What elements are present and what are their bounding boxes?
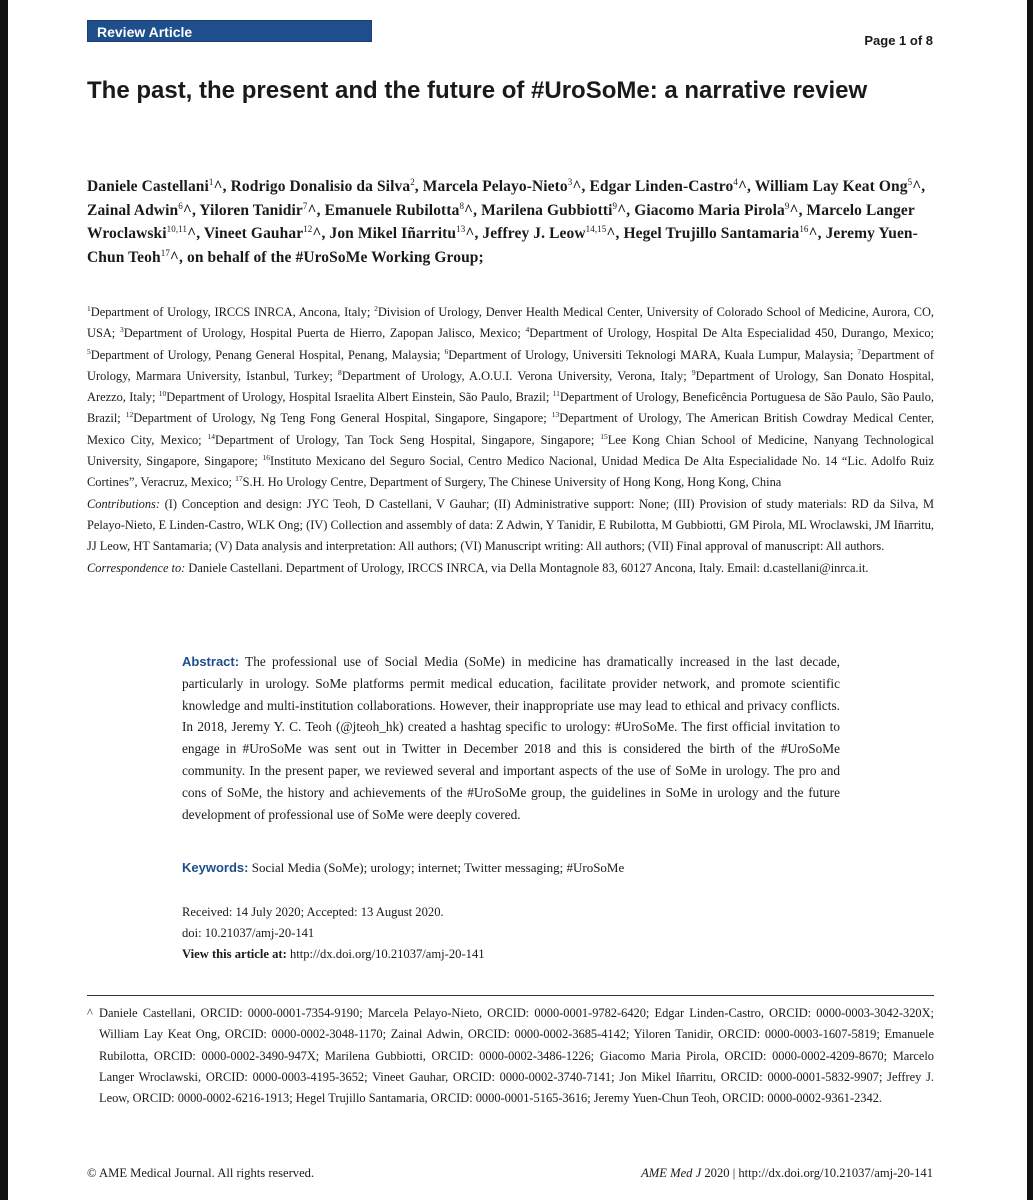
affiliation-number: 15 bbox=[600, 431, 608, 441]
author-name: Marcelo Langer Wroclawski bbox=[87, 201, 915, 242]
orcid-caret-mark: ^ bbox=[87, 1006, 93, 1020]
affiliation-number: 4 bbox=[525, 325, 530, 335]
author bbox=[204, 225, 322, 242]
author-affiliation-number: 6 bbox=[178, 200, 183, 211]
author-name: Jeremy Yuen-Chun Teoh bbox=[87, 225, 918, 266]
author-name: Zainal Adwin bbox=[87, 201, 179, 219]
orcid-footnote bbox=[87, 1003, 934, 1109]
author-affiliation-number: 2 bbox=[410, 177, 415, 187]
affiliation-number: 2 bbox=[374, 304, 378, 313]
author-name: Jeffrey J. Leow bbox=[482, 225, 586, 242]
abstract-text: The professional use of Social Media (SoMe) in medicine has dramatically increased in the last decade, particularly in urology. SoMe platforms permit medical education, facilitate provider network, and promote scientific knowledge and multi-institution collaborations. However, their inappropriate use may lead to ethical and privacy conflicts. In 2018, Jeremy Y. C. Teoh (@jteoh_hk) created a hashtag specific to urology: #UroSoMe. The first official invitation to engage in #UroSoMe was sent out in Twitter in December 2018 and this is considered the birth of the #UroSoMe community. In the present paper, we reviewed several and important aspects of the use of SoMe in urology. The pro and cons of SoMe, the history and achievements of the #UroSoMe group, the guidelines in SoMe in urology and the future development of professional use of SoMe were deeply covered. bbox=[182, 654, 840, 822]
author-orcid-mark: ^ bbox=[213, 178, 223, 195]
author-orcid-mark: ^ bbox=[169, 248, 180, 266]
footer-journal: AME Med J bbox=[641, 1166, 702, 1180]
footer-citation bbox=[641, 1166, 933, 1181]
page-number: Page 1 of 8 bbox=[864, 33, 933, 48]
author-orcid-mark: ^ bbox=[617, 201, 627, 219]
affiliation-number: 9 bbox=[691, 367, 696, 377]
author bbox=[755, 178, 922, 195]
contributions-label: Contributions: bbox=[87, 496, 160, 511]
author-affiliation-number: 9 bbox=[784, 200, 790, 211]
author-affiliation-number: 13 bbox=[456, 224, 466, 234]
affiliation-number: 3 bbox=[119, 325, 124, 335]
affiliation-number: 13 bbox=[551, 410, 560, 420]
author-list: Daniele Castellani$^1$^, Rodrigo Donalisio da Silva$^2$, Marcela Pelayo-Nieto$^3$^, Edgar Linden-Castro$^4$^, William Lay Keat Ong$^5$^, Zainal Adwin$^6$^, Yiloren Tanidir$^7$^, Emanuele Rubilotta$^8$^, Marilena Gubbiotti$^9$^, Giacomo Maria Pirola$^9$^, Marcelo Langer Wroclawski$^{10,11}$^, Vineet Gauhar$^{12}$^, Jon Mikel Iñarritu$^{13}$^, Jeffrey J. Leow$^{14,15}$^, Hegel Trujillo Santamaria$^{16}$^, Jeremy Yuen-Chun Teoh$^{17}$^, on behalf of the #UroSoMe Working Group; bbox=[87, 177, 926, 266]
author-orcid-mark: ^ bbox=[737, 178, 748, 195]
affiliation-number: 14 bbox=[207, 431, 216, 441]
abstract-label: Abstract: bbox=[182, 654, 240, 669]
view-article-label: View this article at: bbox=[182, 947, 287, 961]
author-affiliation-number: 5 bbox=[907, 177, 913, 187]
article-dates bbox=[182, 902, 840, 965]
affiliation-text: Department of Urology, Hospital De Alta Especialidad 450, Durango, Mexico; bbox=[529, 326, 934, 341]
author bbox=[199, 202, 316, 219]
author-affiliation-number: 12 bbox=[303, 224, 313, 234]
author-name: Jon Mikel Iñarritu bbox=[329, 225, 457, 242]
author bbox=[329, 225, 474, 242]
author-affiliation-number: 7 bbox=[302, 200, 308, 211]
author-orcid-mark: ^ bbox=[182, 201, 192, 219]
author-name: Yiloren Tanidir bbox=[199, 201, 303, 219]
author-orcid-mark: ^ bbox=[912, 178, 922, 195]
author bbox=[481, 202, 626, 219]
affiliation-text: Department of Urology, Marmara University, Istanbul, Turkey; bbox=[87, 347, 934, 383]
author-affiliation-number: 8 bbox=[459, 200, 465, 211]
page-frame-left bbox=[0, 0, 8, 1200]
author-name: Giacomo Maria Pirola bbox=[634, 201, 785, 219]
affiliation-list bbox=[87, 302, 934, 494]
author bbox=[482, 225, 615, 242]
affiliation-number: 17 bbox=[235, 474, 243, 484]
affiliation-text: Department of Urology, IRCCS INRCA, Ancona, Italy; bbox=[90, 305, 375, 319]
affiliation-text: Department of Urology, Hospital Israelita Albert Einstein, São Paulo, Brazil; bbox=[166, 390, 553, 405]
keywords-label: Keywords: bbox=[182, 860, 249, 875]
author-orcid-mark: ^ bbox=[187, 225, 197, 242]
author-name: Hegel Trujillo Santamaria bbox=[623, 225, 800, 242]
affiliation-text: Department of Urology, A.O.U.I. Verona University, Verona, Italy; bbox=[341, 368, 692, 383]
affiliation-text: Department of Urology, Ng Teng Fong General Hospital, Singapore, Singapore; bbox=[133, 411, 552, 426]
author-name: William Lay Keat Ong bbox=[754, 178, 908, 195]
correspondence bbox=[87, 558, 934, 579]
page-frame-right bbox=[1027, 0, 1033, 1200]
affiliation-number: 5 bbox=[87, 346, 91, 356]
author-orcid-mark: ^ bbox=[572, 178, 582, 195]
keywords bbox=[182, 857, 840, 879]
view-article-line bbox=[182, 944, 840, 965]
article-type-badge: Review Article bbox=[87, 20, 372, 42]
affiliation-number: 12 bbox=[125, 410, 134, 420]
received-accepted: Received: 14 July 2020; Accepted: 13 August 2020. bbox=[182, 905, 444, 919]
author bbox=[87, 178, 223, 195]
author bbox=[623, 225, 817, 242]
author-name: Emanuele Rubilotta bbox=[324, 201, 460, 219]
affiliation-number: 11 bbox=[552, 389, 560, 399]
orcid-text: Daniele Castellani, ORCID: 0000-0001-7354-9190; Marcela Pelayo-Nieto, ORCID: 0000-0001-9782-6420; Edgar Linden-Castro, ORCID: 0000-0003-3042-320X; William Lay Keat Ong, ORCID: 0000-0002-3048-1170; Zainal Adwin, ORCID: 0000-0002-3685-4142; Yiloren Tanidir, ORCID: 0000-0003-1607-5819; Emanuele Rubilotta, ORCID: 0000-0002-3490-947X; Marilena Gubbiotti, ORCID: 0000-0002-3486-1226; Giacomo Maria Pirola, ORCID: 0000-0002-4209-8670; Marcelo Langer Wroclawski, ORCID: 0000-0003-4195-3652; Vineet Gauhar, ORCID: 0000-0002-3740-7141; Jon Mikel Iñarritu, ORCID: 0000-0001-5832-9907; Jeffrey J. Leow, ORCID: 0000-0002-6216-1913; Hegel Trujillo Santamaria, ORCID: 0000-0001-5165-3616; Jeremy Yuen-Chun Teoh, ORCID: 0000-0002-9361-2342. bbox=[99, 1006, 934, 1106]
author-name: Edgar Linden-Castro bbox=[589, 178, 734, 195]
footer-copyright: © AME Medical Journal. All rights reserved. bbox=[87, 1166, 315, 1180]
affiliation-text: Department of Urology, Beneficência Portuguesa de São Paulo, São Paulo, Brazil; bbox=[87, 390, 934, 426]
affiliation-number: 10 bbox=[158, 389, 167, 399]
author bbox=[589, 178, 747, 195]
author bbox=[231, 178, 415, 195]
author-affiliation-number: 9 bbox=[612, 200, 618, 211]
author-orcid-mark: ^ bbox=[789, 201, 799, 219]
affiliation-text: S.H. Ho Urology Centre, Department of Surgery, The Chinese University of Hong Kong, Hong Kong, China bbox=[242, 475, 782, 490]
affiliation-number: 7 bbox=[857, 346, 862, 356]
footnote-divider bbox=[87, 995, 934, 996]
affiliation-text: Department of Urology, The American British Cowdray Medical Center, Mexico City, Mexico; bbox=[87, 411, 934, 447]
author-affiliation-number: 10,11 bbox=[166, 224, 188, 234]
author bbox=[87, 202, 192, 219]
article-title: The past, the present and the future of #UroSoMe: a narrative review bbox=[87, 77, 868, 104]
author-name: Marilena Gubbiotti bbox=[481, 201, 613, 219]
author-orcid-mark: ^ bbox=[465, 225, 475, 242]
affiliation-text: Department of Urology, Hospital Puerta de Hierro, Zapopan Jalisco, Mexico; bbox=[123, 326, 526, 341]
affiliation-number: 16 bbox=[262, 453, 270, 463]
author-name: Daniele Castellani bbox=[87, 178, 209, 195]
affiliation-text: Department of Urology, Penang General Hospital, Penang, Malaysia; bbox=[90, 347, 445, 362]
author bbox=[634, 202, 798, 219]
author-orcid-mark: ^ bbox=[307, 201, 317, 219]
author-name: Marcela Pelayo-Nieto bbox=[422, 178, 568, 195]
author-orcid-mark: ^ bbox=[464, 201, 474, 219]
doi: doi: 10.21037/amj-20-141 bbox=[182, 926, 315, 940]
keywords-text: Social Media (SoMe); urology; internet; Twitter messaging; #UroSoMe bbox=[248, 860, 625, 875]
affiliation-text: Department of Urology, Tan Tock Seng Hospital, Singapore, Singapore; bbox=[215, 432, 601, 447]
author-name: Vineet Gauhar bbox=[203, 225, 304, 242]
footer-year: 2020 | bbox=[701, 1166, 739, 1180]
footer-url[interactable]: http://dx.doi.org/10.21037/amj-20-141 bbox=[738, 1166, 933, 1180]
author-orcid-mark: ^ bbox=[606, 225, 616, 242]
affiliation-text: Instituto Mexicano del Seguro Social, Centro Medico Nacional, Unidad Medica De Alta Especialidade No. 14 “Lic. Adolfo Ruiz Cortines”, Veracruz, Mexico; bbox=[87, 454, 934, 490]
author-affiliation-number: 1 bbox=[208, 177, 214, 187]
affiliations-block bbox=[87, 302, 934, 579]
correspondence-label: Correspondence to: bbox=[87, 560, 186, 575]
author-affiliation-number: 4 bbox=[733, 177, 738, 187]
author-affiliation-number: 16 bbox=[799, 224, 809, 234]
author-name: Rodrigo Donalisio da Silva bbox=[230, 178, 411, 195]
affiliation-text: Department of Urology, San Donato Hospital, Arezzo, Italy; bbox=[87, 368, 935, 405]
abstract bbox=[182, 651, 840, 825]
affiliation-text: Lee Kong Chian School of Medicine, Nanyang Technological University, Singapore, Singapore; bbox=[87, 432, 934, 469]
author-affiliation-number: 17 bbox=[160, 247, 170, 258]
affiliation-number: 6 bbox=[444, 346, 449, 356]
author-orcid-mark: ^ bbox=[808, 225, 818, 242]
author-affiliation-number: 3 bbox=[567, 177, 573, 187]
affiliation-text: Department of Urology, Universiti Teknologi MARA, Kuala Lumpur, Malaysia; bbox=[448, 347, 858, 362]
author bbox=[325, 202, 474, 219]
author-affiliation-number: 14,15 bbox=[585, 224, 607, 234]
contributions-text: (I) Conception and design: JYC Teoh, D Castellani, V Gauhar; (II) Administrative support: None; (III) Provision of study materials: RD da Silva, M Pelayo-Nieto, E Linden-Castro, WLK Ong; (IV) Collection and assembly of data: Z Adwin, Y Tanidir, E Rubilotta, M Gubbiotti, GM Pirola, ML Wroclawski, JM Iñarritu, JJ Leow, HT Santamaria; (V) Data analysis and interpretation: All authors; (VI) Manuscript writing: All authors; (VII) Final approval of manuscript: All authors. bbox=[87, 496, 934, 554]
correspondence-text: Daniele Castellani. Department of Urology, IRCCS INRCA, via Della Montagnole 83, 60127 Ancona, Italy. Email: d.castellani@inrca.it. bbox=[185, 560, 869, 575]
working-group: on behalf of the #UroSoMe Working Group bbox=[186, 248, 479, 266]
affiliation-text: Division of Urology, Denver Health Medical Center, University of Colorado School of Medicine, Aurora, CO, USA; bbox=[87, 305, 935, 341]
author-orcid-mark: ^ bbox=[312, 225, 322, 242]
affiliation-number: 1 bbox=[87, 304, 91, 313]
view-article-link[interactable]: http://dx.doi.org/10.21037/amj-20-141 bbox=[286, 947, 485, 961]
contributions bbox=[87, 494, 934, 558]
author bbox=[423, 178, 582, 195]
affiliation-number: 8 bbox=[338, 367, 342, 377]
